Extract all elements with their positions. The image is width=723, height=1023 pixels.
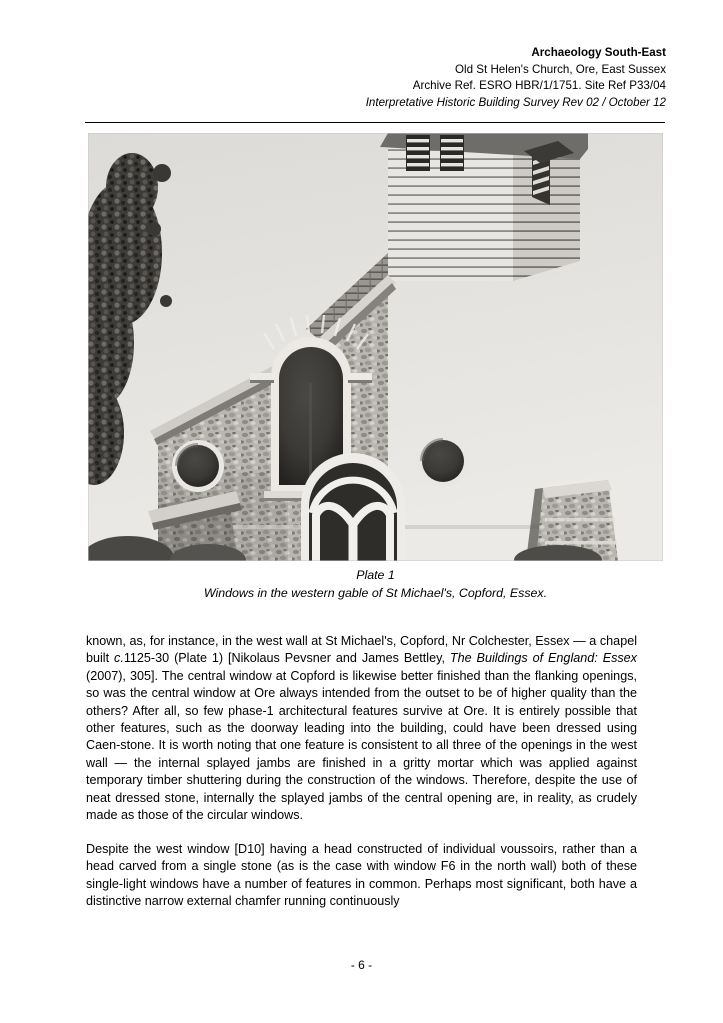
paragraph-1-segment-2: 1125-30 (Plate 1) [Nikolaus Pevsner and James Bettley, [123, 651, 450, 666]
body-text-column [86, 633, 637, 911]
page-number: - 6 - [350, 958, 373, 972]
paragraph-1-italic-circa: c. [114, 651, 124, 666]
plate-number: Plate 1 [356, 568, 395, 582]
header-document-title: Interpretative Historic Building Survey Rev 02 / October 12 [365, 95, 666, 109]
plate-1-photograph [88, 133, 663, 561]
paragraph-1-italic-book-title: The Buildings of England: Essex [449, 651, 637, 666]
header-archive-reference: Archive Ref. ESRO HBR/1/1751. Site Ref P33/04 [412, 79, 666, 92]
body-paragraph-2: Despite the west window [D10] having a head constructed of individual voussoirs, rather than a head carved from a single stone (as is the case with window F6 in the north wall) both of these single-light windows have a number of features in common. Perhaps most significant, both have a distinctive narrow external chamfer running continuously [86, 841, 637, 909]
document-header [0, 45, 723, 111]
header-divider-rule [85, 122, 665, 123]
plate-1-figure [88, 133, 663, 561]
header-site-name: Old St Helen's Church, Ore, East Sussex [455, 62, 666, 76]
page-footer [0, 958, 723, 972]
plate-1-caption [88, 566, 663, 602]
plate-caption-text: Windows in the western gable of St Michael's, Copford, Essex. [203, 586, 548, 600]
paragraph-1-segment-3: (2007), 305]. The central window at Copford is likewise better finished than the flanking openings, so was the central window at Ore always intended from the outset to be of higher quality than the others? After all, so few phase-1 architectural features survive at Ore. It is entirely possible that other features, such as the doorway leading into the building, could have been dressed using Caen-stone. It is worth noting that one feature is consistent to all three of the openings in the west wall — the internal splayed jambs are finished in a gritty mortar which was applied against temporary timber shuttering during the construction of the windows. Therefore, despite the use of neat dressed stone, internally the splayed jambs of the central opening are, in reality, as crudely made as those of the circular windows. [86, 668, 637, 823]
paragraph-1-segment-1: known, as, for instance, in the west wall at St Michael's, Copford, Nr Colchester, Essex — a chapel built [86, 634, 637, 666]
body-paragraph-1 [86, 633, 637, 824]
header-organisation: Archaeology South-East [531, 46, 666, 59]
